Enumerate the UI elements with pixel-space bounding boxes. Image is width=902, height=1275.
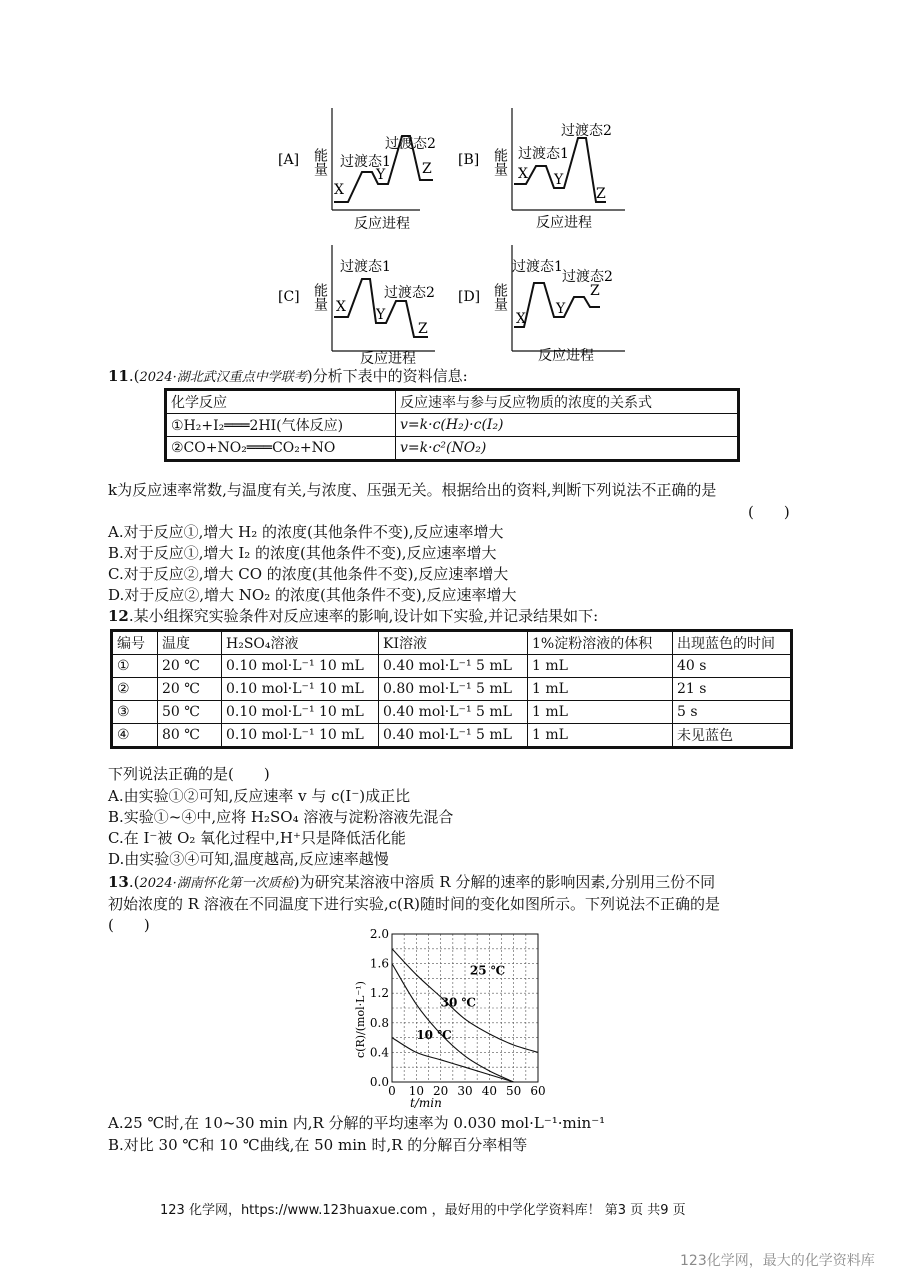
table-header: 编号 [113,632,158,655]
y-tick-label: 0.4 [369,1045,389,1060]
table-header: KI溶液 [379,632,528,655]
diagram-ylabel: 能量 [492,283,508,311]
diagram-tag: [B] [458,152,480,168]
table-cell: 20 ℃ [158,678,222,701]
q13-stem-line2: 初始浓度的 R 溶液在不同温度下进行实验,c(R)随时间的变化如图所示。下列说法不正确的是 [108,895,721,913]
label-ts2: 过渡态2 [384,285,435,301]
label-y: Y [376,167,386,183]
label-x: X [518,166,528,182]
table-cell: 40 s [673,655,791,678]
table-row [167,391,738,414]
label-z: Z [418,321,428,337]
q11-text: k为反应速率常数,与温度有关,与浓度、压强无关。根据给出的资料,判断下列说法不正确的是 [108,481,717,499]
q13-option-b: B.对比 30 ℃和 10 ℃曲线,在 50 min 时,R 的分解百分率相等 [108,1136,528,1154]
table-cell: 未见蓝色 [673,724,791,747]
table-cell: 1 mL [528,655,673,678]
x-tick-label: 50 [506,1084,522,1098]
table-cell: 0.40 mol·L⁻¹ 5 mL [379,655,528,678]
table-cell: v=k·c²(NO₂) [396,437,738,460]
label-ts1: 过渡态1 [340,154,391,170]
table-row [167,437,738,460]
q12-option-d: D.由实验③④可知,温度越高,反应速率越慢 [108,850,389,868]
label-x: X [334,182,344,198]
table-header: 化学反应 [167,391,396,414]
table-header: H₂SO₄溶液 [222,632,379,655]
table-cell: 0.10 mol·L⁻¹ 10 mL [222,724,379,747]
diagram-ylabel: 能量 [312,148,328,176]
x-axis-label: t/min [410,1096,442,1110]
label-y: Y [376,307,386,323]
diagram-ylabel: 能量 [492,148,508,176]
x-tick-label: 30 [457,1084,473,1098]
series-label: 25 ℃ [469,963,506,978]
table-cell: 0.10 mol·L⁻¹ 10 mL [222,655,379,678]
label-y: Y [554,172,564,188]
table-row [113,655,791,678]
diagram-tag: [A] [278,152,300,168]
label-z: Z [422,161,432,177]
table-cell: 0.10 mol·L⁻¹ 10 mL [222,701,379,724]
series-label: 10 ℃ [416,1028,452,1043]
table-header: 出现蓝色的时间 [673,632,791,655]
table-row [167,414,738,437]
table-cell: 80 ℃ [158,724,222,747]
table-header: 反应速率与参与反应物质的浓度的关系式 [396,391,738,414]
q12-option-b: B.实验①~④中,应将 H₂SO₄ 溶液与淀粉溶液先混合 [108,808,454,826]
label-y: Y [556,301,566,317]
energy-diagram-a [278,108,436,232]
x-tick-label: 20 [433,1084,449,1098]
diagram-xlabel: 反应进程 [360,351,416,367]
energy-diagram-c [278,245,435,367]
table-cell: ②CO+NO₂═══CO₂+NO [167,437,396,460]
label-ts1: 过渡态1 [518,146,569,162]
table-cell: ③ [113,701,158,724]
q11-table-frame [164,388,740,462]
q13-source: 2024·湖南怀化第一次质检 [139,876,294,891]
table-cell: 1 mL [528,724,673,747]
x-tick-label: 10 [408,1084,424,1098]
table-cell: 1 mL [528,678,673,701]
energy-diagram-d [458,245,625,364]
table-row [113,724,791,747]
table-cell: ①H₂+I₂═══2HI(气体反应) [167,414,396,437]
table-row [113,678,791,701]
table-cell: ④ [113,724,158,747]
q12-prompt: 下列说法正确的是( ) [108,765,270,783]
q11-stem: 11.(2024·湖北武汉重点中学联考)分析下表中的资料信息: [108,367,468,385]
energy-diagrams [270,98,650,373]
table-cell: 0.40 mol·L⁻¹ 5 mL [379,701,528,724]
table-cell: 0.80 mol·L⁻¹ 5 mL [379,678,528,701]
q13-stem-line1: 13.(2024·湖南怀化第一次质检)为研究某溶液中溶质 R 分解的速率的影响因素,分别用三份不同 [108,873,716,891]
table-header: 1%淀粉溶液的体积 [528,632,673,655]
y-tick-label: 1.6 [369,956,389,971]
table-cell: 5 s [673,701,791,724]
label-ts1: 过渡态1 [340,259,391,275]
y-tick-label: 0.8 [369,1015,389,1030]
diagram-xlabel: 反应进程 [354,216,410,232]
q12-option-a: A.由实验①②可知,反应速率 v 与 c(I⁻)成正比 [108,787,411,805]
q11-option-a: A.对于反应①,增大 H₂ 的浓度(其他条件不变),反应速率增大 [108,523,504,541]
q13-option-a: A.25 ℃时,在 10~30 min 内,R 分解的平均速率为 0.030 mol·L⁻¹·min⁻¹ [108,1114,606,1132]
table-cell: 1 mL [528,701,673,724]
x-tick-label: 60 [530,1084,546,1098]
table-row [113,701,791,724]
label-z: Z [596,186,606,202]
q11-option-b: B.对于反应①,增大 I₂ 的浓度(其他条件不变),反应速率增大 [108,544,497,562]
y-tick-label: 1.2 [369,986,389,1001]
table-cell: 50 ℃ [158,701,222,724]
y-tick-label: 2.0 [369,928,389,941]
table-cell: ② [113,678,158,701]
diagram-ylabel: 能量 [312,283,328,311]
label-z: Z [590,283,600,299]
table-cell: 0.40 mol·L⁻¹ 5 mL [379,724,528,747]
y-axis-label: c(R)/(mol·L⁻¹) [354,981,367,1058]
q11-number: 11 [108,367,129,385]
y-tick-label: 0.0 [369,1075,389,1089]
table-row [113,632,791,655]
diagram-xlabel: 反应进程 [536,215,592,231]
page-footer: 123 化学网，https://www.123huaxue.com ，最好用的中学化学资料库！ 第3 页 共9 页 [160,1203,686,1218]
diagram-tag: [D] [458,289,481,305]
x-tick-label: 40 [481,1084,497,1098]
q11-table [166,390,738,460]
q12-stem: 12.某小组探究实验条件对反应速率的影响,设计如下实验,并记录结果如下: [108,607,599,625]
label-x: X [336,299,346,315]
energy-diagram-b [458,108,625,231]
label-ts1: 过渡态1 [512,259,563,275]
q12-number: 12 [108,607,129,625]
table-cell: 20 ℃ [158,655,222,678]
concentration-chart [350,928,565,1113]
table-cell: 0.10 mol·L⁻¹ 10 mL [222,678,379,701]
q11-source: 2024·湖北武汉重点中学联考 [139,370,307,385]
q12-option-c: C.在 I⁻被 O₂ 氧化过程中,H⁺只是降低活化能 [108,829,406,847]
table-cell: 21 s [673,678,791,701]
label-x: X [516,311,526,327]
label-ts2: 过渡态2 [561,123,612,139]
table-cell: ① [113,655,158,678]
diagram-xlabel: 反应进程 [538,348,594,364]
label-ts2: 过渡态2 [385,136,436,152]
q11-option-c: C.对于反应②,增大 CO 的浓度(其他条件不变),反应速率增大 [108,565,509,583]
table-header: 温度 [158,632,222,655]
x-tick-label: 0 [388,1084,396,1098]
diagram-tag: [C] [278,289,300,305]
q11-option-d: D.对于反应②,增大 NO₂ 的浓度(其他条件不变),反应速率增大 [108,586,517,604]
q13-number: 13 [108,873,129,891]
table-cell: v=k·c(H₂)·c(I₂) [396,414,738,437]
q11-answer-paren: ( ) [748,503,790,521]
series-label: 30 ℃ [440,995,476,1010]
q12-table-frame [110,629,793,749]
q13-answer-paren: ( ) [108,916,150,934]
label-ts2: 过渡态2 [562,269,613,285]
watermark: 123化学网，最大的化学资料库 [680,1253,875,1269]
q12-table [112,631,791,747]
